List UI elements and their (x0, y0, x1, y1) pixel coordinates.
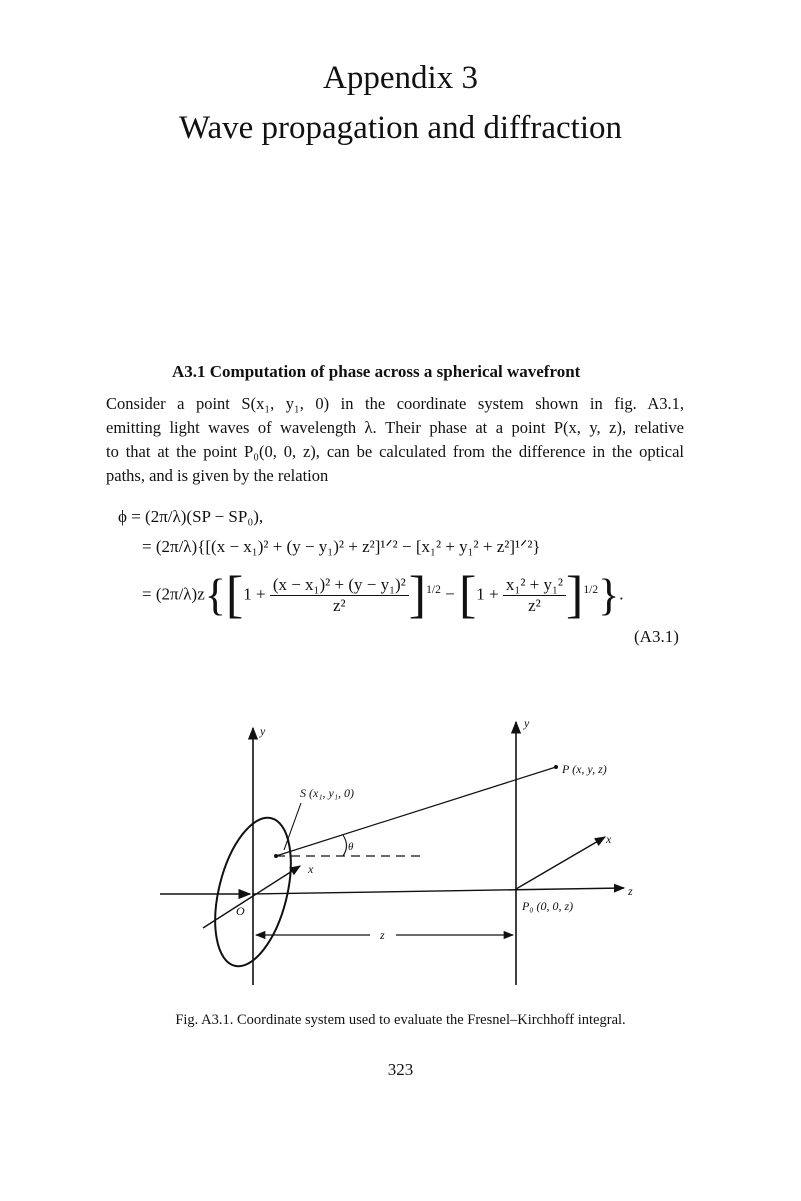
exponent-1: 1/2 (426, 582, 441, 596)
appendix-heading: Appendix 3 (323, 60, 478, 96)
right-x-axis (516, 837, 605, 889)
label-p: P (x, y, z) (562, 762, 607, 776)
label-z-axis: z (628, 884, 633, 898)
paragraph-line: emitting light waves of wavelength λ. Their phase at a point P(x, y, z), relative (106, 418, 684, 437)
label-y-left: y (260, 724, 266, 738)
equation-line-1: ϕ = (2π/λ)(SP − SP₀), (118, 507, 264, 526)
paragraph-line: Consider a point S(x₁, y₁, 0) in the coordinate system shown in fig. A3.1, (106, 394, 684, 413)
coordinate-diagram (0, 700, 801, 1000)
equation-prefix: = (2π/λ)z (142, 584, 205, 604)
bracket-open-2: [ (458, 566, 477, 624)
appendix-title: Wave propagation and diffraction (179, 110, 622, 146)
fraction-2 (503, 575, 566, 616)
exponent-2: 1/2 (583, 582, 599, 596)
label-origin: O (236, 904, 245, 918)
ray-s-to-p (276, 767, 556, 856)
fraction-2-numerator: x₁² + y₁² (503, 575, 566, 596)
paragraph-line: to that at the point P₀(0, 0, z), can be calculated from the difference in the optical (106, 442, 684, 461)
equation-number: (A3.1) (634, 627, 679, 646)
section-title: A3.1 Computation of phase across a spherical wavefront (172, 362, 581, 381)
bracket-close-2: ] (566, 566, 584, 624)
theta-arc (343, 835, 347, 856)
minus-sign: − (445, 584, 455, 604)
one-plus: 1 + (243, 584, 266, 604)
one-plus-2: 1 + (476, 584, 499, 604)
bracket-close: ] (408, 566, 427, 624)
z-axis (253, 888, 624, 894)
paragraph-line: paths, and is given by the relation (106, 466, 329, 485)
label-x-left: x (308, 862, 314, 876)
body-paragraph (106, 392, 684, 488)
fraction-1 (270, 575, 409, 616)
point-p (554, 765, 558, 769)
page-number: 323 (387, 1060, 414, 1079)
s-leader-line (284, 803, 301, 850)
figure-caption: Fig. A3.1. Coordinate system used to evaluate the Fresnel–Kirchhoff integral. (175, 1012, 626, 1028)
brace-close: } (598, 570, 620, 620)
fraction-1-denominator: z² (332, 596, 346, 615)
label-s: S (x₁, y₁, 0) (300, 786, 354, 800)
label-theta: θ (348, 841, 354, 853)
label-p0: P₀ (0, 0, z) (522, 899, 574, 913)
label-y-right: y (524, 716, 530, 730)
fraction-1-numerator: (x − x₁)² + (y − y₁)² (270, 575, 409, 596)
label-z-distance: z (380, 928, 385, 942)
equation-line-3: = (2π/λ)z{[1 + $\frac{\text{(x − x₁)² + (y − y₁)²}}{\text{z²}}$ ]$^{1/2}$ − [1 + $\frac{\text{x₁² + y₁²}}{\text{z²}}$ ]$^{1/2}$}. (142, 566, 624, 624)
bracket-open: [ (225, 566, 244, 624)
fraction-2-denominator: z² (528, 596, 541, 615)
label-x-right: x (606, 832, 612, 846)
brace-open: { (204, 570, 226, 620)
equation-line-2: = (2π/λ){[(x − x₁)² + (y − y₁)² + z²]¹ᐟ² − [x₁² + y₁² + z²]¹ᐟ²} (142, 537, 541, 556)
